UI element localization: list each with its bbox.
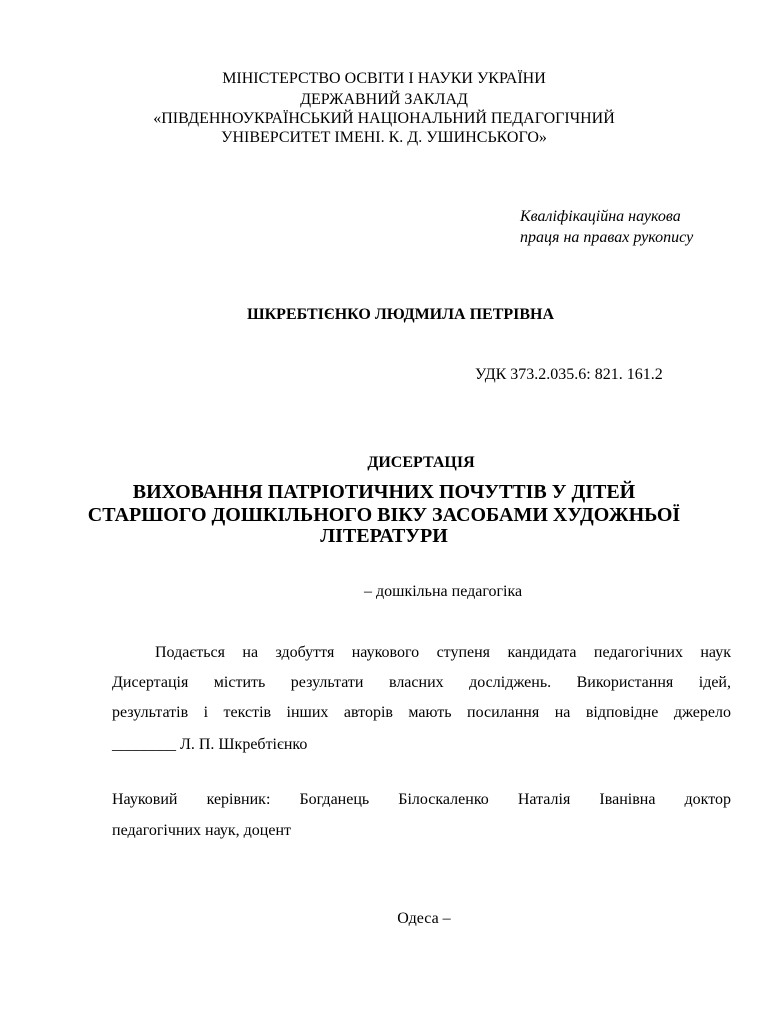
manuscript-note-line2: праця на правах рукопису [520, 229, 694, 246]
university-name-line2: УНІВЕРСИТЕТ ІМЕНІ. К. Д. УШИНСЬКОГО» [221, 129, 547, 146]
document-type: ДИСЕРТАЦІЯ [367, 454, 475, 471]
author-name: ШКРЕБТІЄНКО ЛЮДМИЛА ПЕТРІВНА [247, 306, 555, 323]
university-name-line1: «ПІВДЕННОУКРАЇНСЬКИЙ НАЦІОНАЛЬНИЙ ПЕДАГОГІЧНИЙ [153, 110, 615, 127]
thesis-title-line2: СТАРШОГО ДОШКІЛЬНОГО ВІКУ ЗАСОБАМИ ХУДОЖНЬОЇ [87, 504, 681, 526]
ministry-name: МІНІСТЕРСТВО ОСВІТИ І НАУКИ УКРАЇНИ [222, 70, 546, 87]
udc-code: УДК 373.2.035.6: 821. 161.2 [475, 366, 663, 383]
submission-line1: Подається на здобуття наукового ступеня кандидата педагогічних наук [155, 644, 731, 661]
supervisor-line2: педагогічних наук, доцент [112, 822, 292, 839]
supervisor-line1: Науковий керівник: Богданець Білоскаленко Наталія Іванівна доктор [112, 791, 731, 808]
submission-line2: Дисертація містить результати власних досліджень. Використання ідей, [112, 674, 731, 691]
submission-line3: результатів і текстів інших авторів мають посилання на відповідне джерело [112, 704, 731, 721]
signature-line: ________ Л. П. Шкребтієнко [112, 736, 308, 753]
thesis-title-line3: ЛІТЕРАТУРИ [320, 525, 448, 547]
institution-type: ДЕРЖАВНИЙ ЗАКЛАД [300, 91, 468, 108]
specialty: – дошкільна педагогіка [364, 583, 523, 600]
city-year: Одеса – [397, 910, 451, 927]
thesis-title-line1: ВИХОВАННЯ ПАТРІОТИЧНИХ ПОЧУТТІВ У ДІТЕЙ [132, 481, 636, 503]
manuscript-note-line1: Кваліфікаційна наукова [520, 208, 681, 225]
